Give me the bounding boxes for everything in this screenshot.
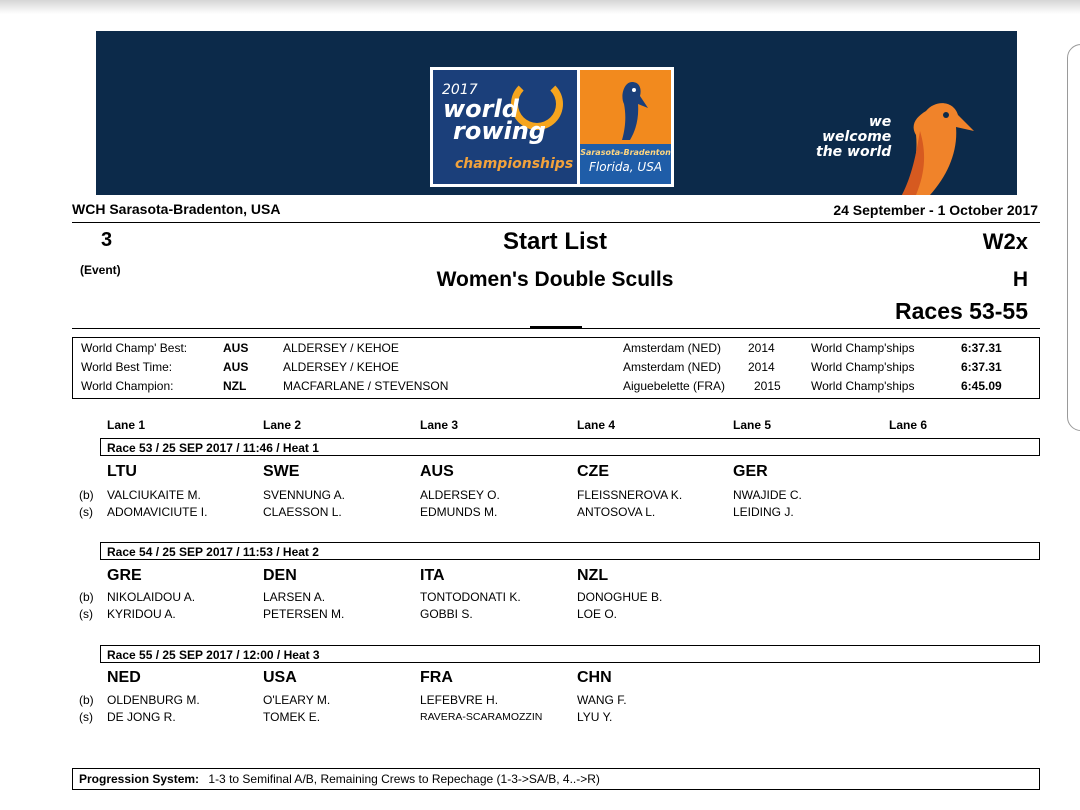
progression-system xyxy=(72,768,1040,790)
record-year: 2015 xyxy=(754,379,781,393)
athlete-stroke: GOBBI S. xyxy=(420,607,473,621)
event-name: Women's Double Sculls xyxy=(436,268,674,291)
crew-nation: ITA xyxy=(420,567,445,584)
crew-nation: NED xyxy=(107,669,141,686)
records-box xyxy=(72,337,1040,399)
athlete-stroke: PETERSEN M. xyxy=(263,607,345,621)
record-competition: World Champ'ships xyxy=(811,341,915,355)
athlete-bow: NWAJIDE C. xyxy=(733,488,802,502)
athlete-stroke: LEIDING J. xyxy=(733,505,794,519)
record-row-champion xyxy=(73,379,1041,396)
record-crew: MACFARLANE / STEVENSON xyxy=(283,379,449,393)
progression-label: Progression System: xyxy=(79,772,200,786)
pelican-icon xyxy=(612,78,652,144)
slogan-line-2: welcome xyxy=(822,129,892,145)
athlete-stroke: ANTOSOVA L. xyxy=(577,505,656,519)
athlete-bow: VALCIUKAITE M. xyxy=(107,488,201,502)
crew-nation: FRA xyxy=(420,669,453,686)
race-header: Race 54 / 25 SEP 2017 / 11:53 / Heat 2 xyxy=(100,542,1040,560)
crew-nation: NZL xyxy=(577,567,609,584)
welcome-slogan xyxy=(816,115,891,160)
seat-stroke-label: (s) xyxy=(79,607,93,621)
athlete-stroke: LOE O. xyxy=(577,607,618,621)
record-crew: ALDERSEY / KEHOE xyxy=(283,360,399,374)
athlete-bow: WANG F. xyxy=(577,693,627,707)
record-time: 6:37.31 xyxy=(961,341,1002,355)
seat-bow-label: (b) xyxy=(79,590,94,604)
event-dates: 24 September - 1 October 2017 xyxy=(833,202,1038,218)
title-rule xyxy=(72,328,1040,329)
side-scroll-panel[interactable] xyxy=(1067,44,1080,431)
crew-nation: AUS xyxy=(420,463,454,480)
championship-logo xyxy=(430,67,674,187)
crew-nation: GER xyxy=(733,463,768,480)
logo-world: world xyxy=(443,95,519,123)
record-place: Aiguebelette (FRA) xyxy=(623,379,726,393)
athlete-bow: ALDERSEY O. xyxy=(420,488,500,502)
record-time: 6:45.09 xyxy=(961,379,1002,393)
slogan-line-3: the world xyxy=(816,144,892,160)
crew-nation: USA xyxy=(263,669,297,686)
record-row-best xyxy=(73,341,1041,358)
seat-stroke-label: (s) xyxy=(79,505,93,519)
record-year: 2014 xyxy=(748,341,775,355)
record-crew: ALDERSEY / KEHOE xyxy=(283,341,399,355)
record-time: 6:37.31 xyxy=(961,360,1002,374)
crew-nation: CZE xyxy=(577,463,609,480)
record-place: Amsterdam (NED) xyxy=(623,360,722,374)
record-nation: AUS xyxy=(223,360,249,374)
crew-nation: GRE xyxy=(107,567,142,584)
crew-nation: CHN xyxy=(577,669,612,686)
athlete-stroke: RAVERA-SCARAMOZZIN xyxy=(420,711,543,723)
logo-rowing: rowing xyxy=(453,117,546,145)
athlete-stroke: CLAESSON L. xyxy=(263,505,342,519)
athlete-bow: SVENNUNG A. xyxy=(263,488,346,502)
logo-city-line2: Florida, USA xyxy=(588,160,663,174)
event-banner xyxy=(96,31,1017,195)
venue: WCH Sarasota-Bradenton, USA xyxy=(72,201,281,217)
athlete-bow: LEFEBVRE H. xyxy=(420,693,499,707)
athlete-bow: OLDENBURG M. xyxy=(107,693,200,707)
slogan-line-1: we xyxy=(868,114,892,130)
top-shadow xyxy=(0,0,1080,14)
lane-header-5: Lane 5 xyxy=(733,418,772,432)
event-number: 3 xyxy=(101,229,113,251)
record-nation: AUS xyxy=(223,341,249,355)
page-title: Start List xyxy=(502,228,607,255)
athlete-stroke: KYRIDOU A. xyxy=(107,607,176,621)
athlete-bow: NIKOLAIDOU A. xyxy=(107,590,196,604)
athlete-stroke: ADOMAVICIUTE I. xyxy=(107,505,208,519)
logo-championships: championships xyxy=(455,156,574,172)
athlete-stroke: DE JONG R. xyxy=(107,710,176,724)
record-row-wbt xyxy=(73,360,1041,377)
record-label: World Champ' Best: xyxy=(81,341,188,355)
record-year: 2014 xyxy=(748,360,775,374)
record-place: Amsterdam (NED) xyxy=(623,341,722,355)
races-range: Races 53-55 xyxy=(895,298,1028,324)
athlete-bow: LARSEN A. xyxy=(263,590,326,604)
athlete-bow: O'LEARY M. xyxy=(263,693,331,707)
event-code: W2x xyxy=(982,229,1028,254)
athlete-stroke: EDMUNDS M. xyxy=(420,505,498,519)
athlete-bow: TONTODONATI K. xyxy=(420,590,521,604)
title-rule-mark xyxy=(530,326,582,328)
event-label: (Event) xyxy=(80,263,121,277)
athlete-stroke: TOMEK E. xyxy=(263,710,321,724)
progression-text: 1-3 to Semifinal A/B, Remaining Crews to Repechage (1-3->SA/B, 4..->R) xyxy=(208,772,600,786)
record-competition: World Champ'ships xyxy=(811,379,915,393)
record-nation: NZL xyxy=(223,379,247,393)
pelican-mascot-icon xyxy=(896,91,976,195)
crew-nation: DEN xyxy=(263,567,297,584)
lane-header-2: Lane 2 xyxy=(263,418,302,432)
athlete-stroke: LYU Y. xyxy=(577,710,613,724)
race-header: Race 55 / 25 SEP 2017 / 12:00 / Heat 3 xyxy=(100,645,1040,663)
race-header: Race 53 / 25 SEP 2017 / 11:46 / Heat 1 xyxy=(100,438,1040,456)
lane-header-6: Lane 6 xyxy=(889,418,928,432)
seat-bow-label: (b) xyxy=(79,488,94,502)
crew-nation: LTU xyxy=(107,463,137,480)
record-label: World Best Time: xyxy=(81,360,173,374)
lane-header-1: Lane 1 xyxy=(107,418,146,432)
athlete-bow: DONOGHUE B. xyxy=(577,590,663,604)
phase-code: H xyxy=(1012,268,1028,291)
record-label: World Champion: xyxy=(81,379,174,393)
header-rule xyxy=(72,222,1040,223)
logo-city-line1: Sarasota-Bradenton xyxy=(580,148,671,157)
athlete-bow: FLEISSNEROVA K. xyxy=(577,488,683,502)
record-competition: World Champ'ships xyxy=(811,360,915,374)
logo-year: 2017 xyxy=(442,82,478,98)
seat-bow-label: (b) xyxy=(79,693,94,707)
lane-header-3: Lane 3 xyxy=(420,418,459,432)
lane-header-4: Lane 4 xyxy=(577,418,616,432)
crew-nation: SWE xyxy=(263,463,300,480)
seat-stroke-label: (s) xyxy=(79,710,93,724)
